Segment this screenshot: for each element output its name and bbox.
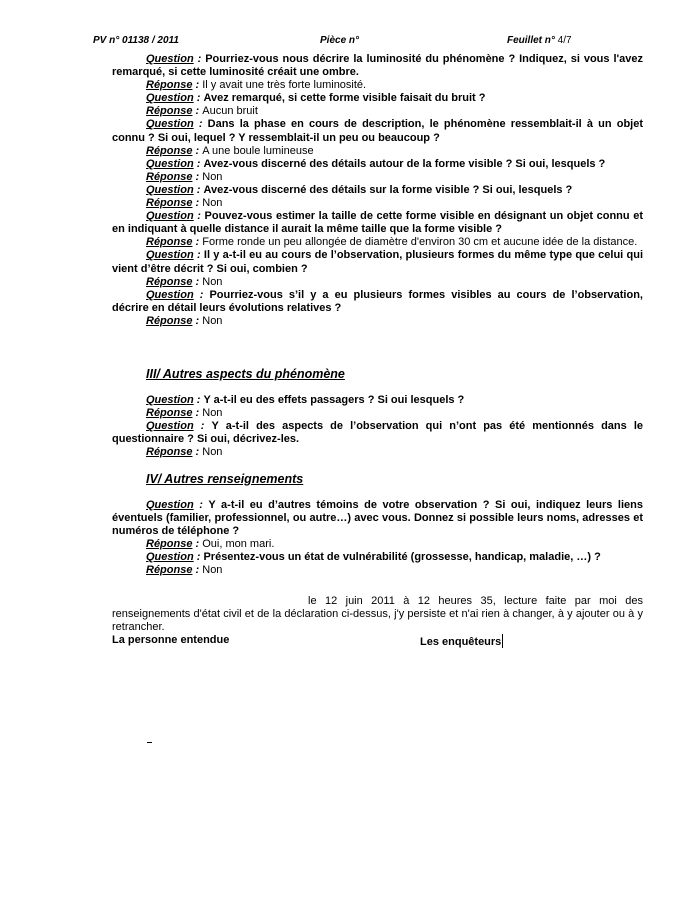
answer-paragraph — [112, 446, 643, 459]
question-text: Avez-vous discerné des détails autour de la forme visible ? Si oui, lesquels ? — [203, 157, 606, 170]
answer-label: Réponse — [146, 314, 193, 327]
answer-paragraph — [112, 105, 643, 118]
label-colon: : — [193, 183, 204, 196]
question-label: Question — [146, 157, 194, 170]
answer-paragraph — [112, 315, 643, 328]
label-colon: : — [192, 144, 203, 157]
answer-label: Réponse — [146, 537, 193, 550]
answer-label: Réponse — [146, 407, 193, 420]
question-paragraph — [112, 210, 643, 236]
question-label: Question — [146, 118, 194, 131]
answer-label: Réponse — [146, 79, 193, 92]
answer-label: Réponse — [146, 170, 193, 183]
question-paragraph — [112, 92, 643, 105]
label-colon: : — [193, 53, 206, 65]
answer-label: Réponse — [146, 197, 193, 210]
label-colon: : — [192, 170, 203, 183]
stray-dash-mark — [147, 742, 152, 743]
signatures — [112, 634, 643, 648]
qa-part-1 — [112, 53, 643, 328]
label-colon: : — [193, 92, 204, 105]
answer-text: Non — [202, 314, 223, 327]
label-colon: : — [193, 288, 210, 301]
answer-paragraph — [112, 564, 643, 577]
label-colon: : — [192, 197, 203, 210]
question-paragraph — [112, 184, 643, 197]
question-paragraph — [112, 289, 643, 315]
answer-paragraph — [112, 538, 643, 551]
answer-text: Non — [202, 407, 223, 420]
label-colon: : — [192, 407, 203, 420]
answer-text: Non — [202, 275, 223, 288]
question-paragraph — [112, 394, 643, 407]
answer-text: Non — [202, 197, 223, 210]
question-text: Y a-t-il eu des effets passagers ? Si oui lesquels ? — [203, 394, 465, 407]
document-body — [112, 53, 643, 648]
question-label: Question — [146, 288, 194, 301]
question-text: Avez remarqué, si cette forme visible faisait du bruit ? — [203, 92, 486, 105]
answer-paragraph — [112, 79, 643, 92]
question-text: Pouvez-vous estimer la taille de cette forme visible en désignant un objet connu et en indiquant à quelle distance il aurait la même taille que la forme visible ? — [112, 210, 643, 236]
question-text: Y a-t-il des aspects de l’observation qui n’ont pas été mentionnés dans le questionnaire ? Si oui, décrivez-les. — [112, 420, 644, 446]
text-cursor — [502, 634, 503, 648]
answer-text: Forme ronde un peu allongée de diamètre d'environ 30 cm et aucune idée de la distance. — [202, 236, 638, 249]
label-colon: : — [192, 275, 203, 288]
question-text: Il y a-t-il eu au cours de l’observation, plusieurs formes du même type que celui qui vient d’être décrit ? Si oui, combien ? — [112, 249, 643, 275]
signature-investigators-wrap[interactable] — [420, 634, 503, 649]
question-text: Pourriez-vous nous décrire la luminosité du phénomène ? Indiquez, si vous l'avez remarqué, si cette luminosité créait une ombre. — [112, 53, 643, 79]
piece-number: Pièce n° — [320, 35, 360, 46]
pv-number: PV n° 01138 / 2011 — [93, 35, 179, 46]
label-colon: : — [192, 537, 203, 550]
question-text: Avez-vous discerné des détails sur la forme visible ? Si oui, lesquels ? — [203, 183, 573, 196]
label-colon: : — [193, 394, 204, 407]
answer-text: Non — [202, 564, 223, 577]
answer-text: Non — [202, 446, 223, 459]
section-4-title: IV/ Autres renseignements — [146, 471, 304, 486]
question-paragraph — [112, 118, 643, 144]
question-paragraph — [112, 53, 643, 79]
label-colon: : — [192, 446, 203, 459]
label-colon: : — [193, 498, 209, 511]
answer-text: Oui, mon mari. — [202, 537, 275, 550]
label-colon: : — [192, 105, 203, 118]
qa-section-3 — [112, 394, 643, 459]
answer-text: Il y avait une très forte luminosité. — [202, 79, 367, 92]
answer-label: Réponse — [146, 564, 193, 577]
page-header — [93, 35, 643, 49]
answer-text: A une boule lumineuse — [202, 144, 314, 157]
signature-investigators: Les enquêteurs — [420, 636, 502, 649]
label-colon: : — [192, 236, 203, 249]
question-label: Question — [146, 551, 194, 563]
question-paragraph — [112, 420, 643, 446]
label-colon: : — [193, 551, 204, 563]
closing-statement: le 12 juin 2011 à 12 heures 35, lecture faite par moi des renseignements d'état civil et de la déclaration ci-dessus, j'y persiste et n'ai rien à changer, à y ajouter ou à y retrancher. — [112, 595, 643, 634]
question-label: Question — [146, 53, 194, 65]
answer-paragraph — [112, 197, 643, 210]
question-label: Question — [146, 394, 194, 407]
answer-text: Aucun bruit — [202, 105, 258, 118]
answer-label: Réponse — [146, 236, 193, 249]
label-colon: : — [192, 314, 203, 327]
answer-paragraph — [112, 145, 643, 158]
question-paragraph — [112, 499, 643, 538]
question-text: Dans la phase en cours de description, le phénomène ressemblait-il à un objet connu ? Si oui, lequel ? Y ressemblait-il un peu ou beaucoup ? — [112, 118, 643, 144]
label-colon: : — [193, 420, 212, 433]
answer-paragraph — [112, 407, 643, 420]
question-label: Question — [146, 92, 194, 105]
sheet-label: Feuillet n° — [507, 35, 555, 46]
label-colon: : — [193, 249, 204, 262]
section-3-title: III/ Autres aspects du phénomène — [146, 366, 345, 381]
answer-label: Réponse — [146, 446, 193, 459]
question-label: Question — [146, 249, 194, 262]
signature-witness: La personne entendue — [112, 634, 230, 647]
label-colon: : — [193, 118, 208, 131]
label-colon: : — [193, 210, 205, 223]
sheet-number — [507, 35, 572, 46]
question-text: Présentez-vous un état de vulnérabilité (grossesse, handicap, maladie, …) ? — [203, 551, 601, 563]
answer-label: Réponse — [146, 144, 193, 157]
question-label: Question — [146, 420, 194, 433]
question-label: Question — [146, 210, 194, 223]
question-label: Question — [146, 498, 194, 511]
answer-label: Réponse — [146, 275, 193, 288]
label-colon: : — [193, 157, 204, 170]
sheet-count: 4/7 — [557, 35, 572, 46]
question-paragraph — [112, 249, 643, 275]
answer-text: Non — [202, 170, 223, 183]
qa-section-4 — [112, 499, 643, 578]
question-text: Pourriez-vous s’il y a eu plusieurs formes visibles au cours de l’observation, décrire en détail leurs évolutions relatives ? — [112, 288, 643, 314]
label-colon: : — [192, 79, 203, 92]
answer-paragraph — [112, 171, 643, 184]
answer-paragraph — [112, 236, 643, 249]
question-label: Question — [146, 183, 194, 196]
question-paragraph — [112, 158, 643, 171]
label-colon: : — [192, 564, 203, 577]
question-text: Y a-t-il eu d’autres témoins de votre observation ? Si oui, indiquez leurs liens éventuels (familier, professionnel, ou autre…) avec vous. Donnez si possible leurs noms, adresses et numéros de téléphone ? — [112, 498, 643, 537]
answer-label: Réponse — [146, 105, 193, 118]
question-paragraph — [112, 551, 643, 564]
answer-paragraph — [112, 276, 643, 289]
